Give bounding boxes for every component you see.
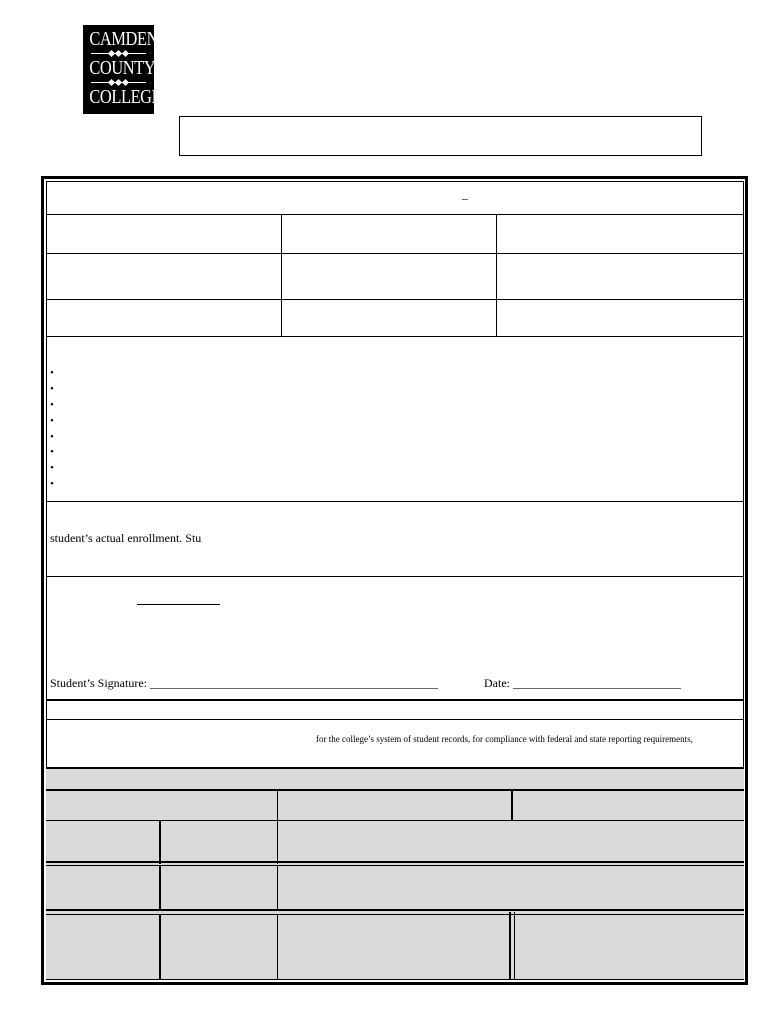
bullet-item: •: [50, 415, 54, 427]
enrollment-text: student’s actual enrollment. Stu: [50, 531, 202, 545]
logo-ornament: [83, 79, 154, 86]
row-divider: [46, 501, 744, 502]
column-divider: [496, 214, 497, 336]
bullet-item: •: [50, 478, 54, 490]
thick-divider: [46, 909, 744, 911]
column-divider: [159, 914, 161, 980]
column-divider: [277, 914, 278, 980]
form-title-box: [179, 116, 702, 156]
header-dash: –: [462, 191, 468, 205]
records-text: for the college’s system of student records, for compliance with federal and state reporting requirements,: [316, 734, 693, 744]
camden-county-college-logo: [83, 25, 162, 114]
thick-divider: [46, 699, 744, 701]
student-signature-label: Student’s Signature: ________________________________________________: [50, 676, 438, 690]
column-divider: [277, 865, 278, 911]
row-divider: [46, 914, 744, 915]
column-divider: [277, 789, 278, 821]
bullet-item: •: [50, 399, 54, 411]
row-divider: [46, 719, 744, 720]
column-divider: [509, 912, 511, 980]
bullet-item: •: [50, 462, 54, 474]
logo-line-college: COLLEGE: [89, 86, 162, 108]
bullet-item: •: [50, 383, 54, 395]
bullet-item: •: [50, 367, 54, 379]
logo-ornament: [83, 50, 154, 57]
column-divider: [159, 865, 161, 911]
row-divider: [46, 789, 744, 791]
logo-line-county: COUNTY: [89, 57, 156, 79]
column-divider: [281, 214, 282, 336]
thick-divider: [46, 861, 744, 863]
row-divider: [46, 576, 744, 577]
column-divider: [514, 912, 515, 980]
bullet-item: •: [50, 431, 54, 443]
row-divider: [46, 865, 744, 866]
blank-line: [137, 604, 220, 605]
row-divider: [46, 336, 744, 337]
logo-line-camden: CAMDEN: [89, 28, 159, 50]
column-divider: [511, 789, 513, 821]
row-divider: [46, 299, 744, 300]
office-use-section: [46, 769, 744, 979]
row-divider: [46, 820, 744, 821]
row-divider: [46, 253, 744, 254]
column-divider: [277, 820, 278, 864]
date-label: Date: ____________________________: [484, 676, 681, 690]
column-divider: [159, 820, 161, 864]
row-divider: [46, 214, 744, 215]
bullet-item: •: [50, 446, 54, 458]
